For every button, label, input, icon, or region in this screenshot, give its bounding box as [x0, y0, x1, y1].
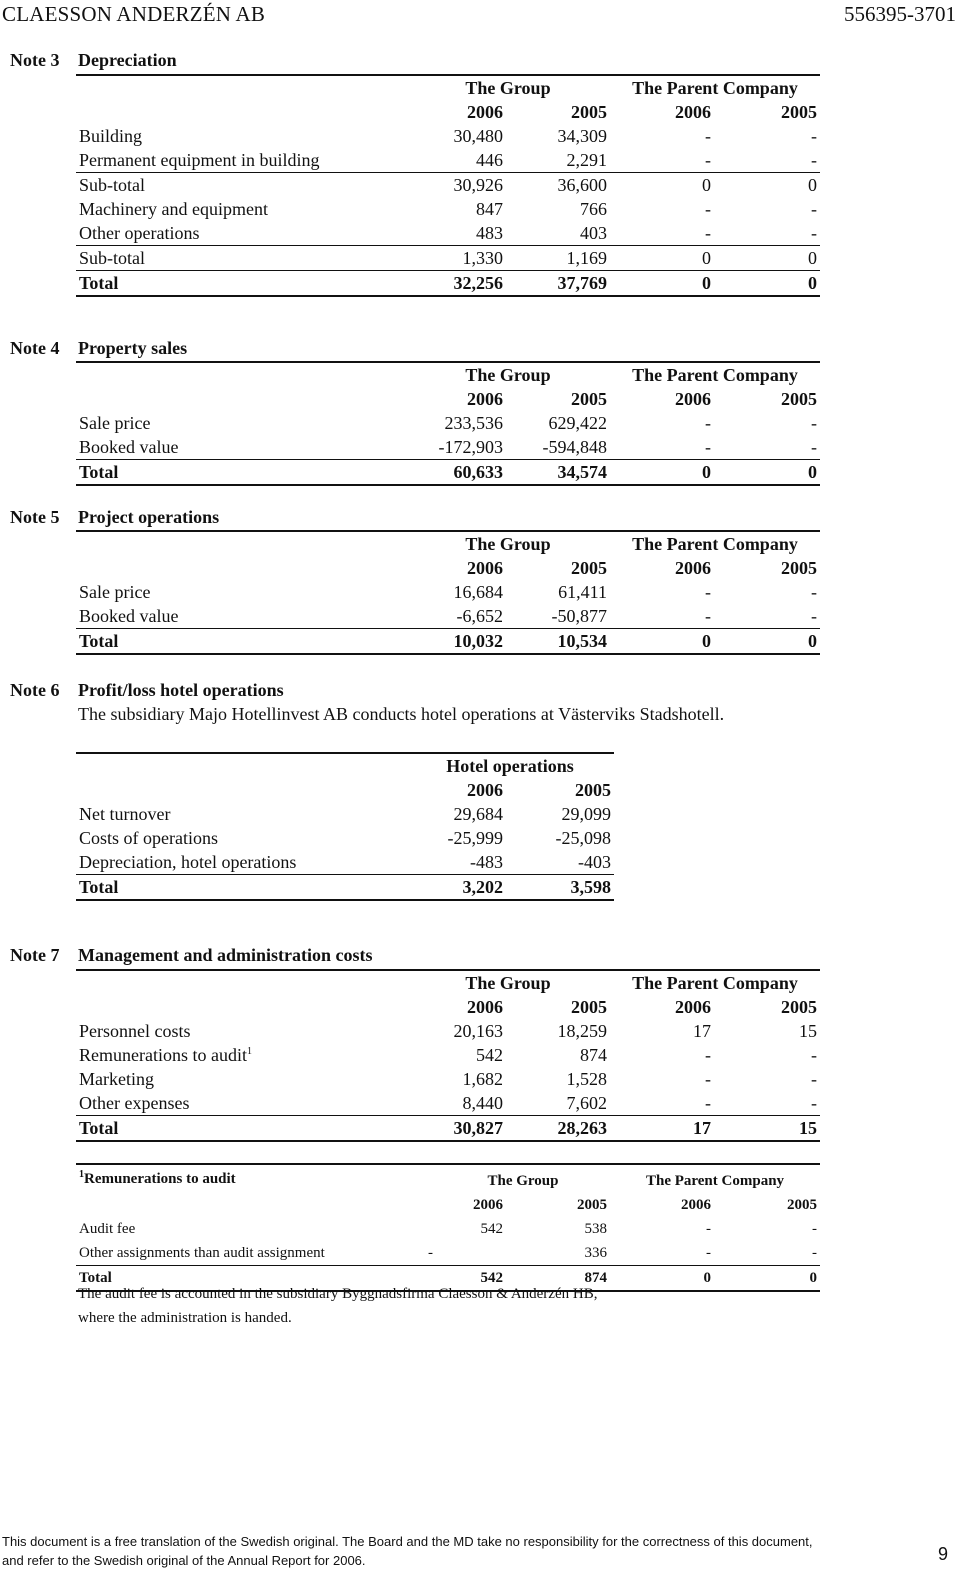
cell: [436, 1241, 506, 1266]
row-label: Sale price: [79, 413, 151, 433]
cell: -: [428, 1245, 433, 1261]
parent-header: The Parent Company: [610, 75, 820, 100]
year-header: 2005: [571, 389, 607, 409]
year-header: 2005: [781, 102, 817, 122]
cell: 16,684: [453, 582, 503, 602]
row-label-text: Remunerations to audit: [79, 1045, 247, 1065]
cell: 30,480: [453, 126, 503, 146]
group-header: The Group: [406, 970, 610, 995]
parent-header: The Parent Company: [610, 970, 820, 995]
table-row: [76, 604, 820, 629]
row-label: Net turnover: [79, 804, 171, 824]
row-label: Machinery and equipment: [79, 199, 268, 219]
parent-header: The Parent Company: [610, 1164, 820, 1193]
cell: 233,536: [444, 413, 503, 433]
cell: -483: [470, 852, 503, 872]
cell: 629,422: [548, 413, 607, 433]
cell: 1,682: [462, 1069, 503, 1089]
cell: -: [705, 437, 711, 457]
year-header: 2005: [577, 1197, 607, 1213]
row-label: Total: [76, 629, 406, 655]
year-header: 2006: [467, 558, 503, 578]
cell: -: [705, 1069, 711, 1089]
cell: -: [812, 1221, 817, 1237]
note-title: Depreciation: [78, 50, 177, 70]
row-label: Booked value: [79, 606, 179, 626]
cell: -: [705, 1045, 711, 1065]
row-label: Other operations: [79, 223, 200, 243]
table-row: [76, 435, 820, 460]
cell: -6,652: [456, 606, 503, 626]
footer-line-1: This document is a free translation of the Swedish original. The Board and the MD take no responsibility for the correctness of this document,: [2, 1534, 813, 1549]
cell: 60,633: [406, 460, 506, 486]
company-name: CLAESSON ANDERZÉN AB: [2, 2, 266, 26]
table-row: [76, 411, 820, 435]
hotel-operations-header: Hotel operations: [406, 753, 614, 778]
note-label: Note 5: [10, 507, 60, 527]
year-header: 2006: [675, 102, 711, 122]
year-header: 2006: [467, 780, 503, 800]
cell: -: [811, 582, 817, 602]
cell: -: [705, 199, 711, 219]
cell: 0: [714, 460, 820, 486]
cell: 0: [610, 173, 714, 198]
row-label: Audit fee: [79, 1221, 136, 1237]
cell: 0: [714, 246, 820, 271]
row-label: Sub-total: [76, 246, 406, 271]
year-header: 2005: [575, 780, 611, 800]
cell: -: [811, 1045, 817, 1065]
group-header: The Group: [406, 531, 610, 556]
note-label: Note 3: [10, 50, 60, 70]
cell: -: [811, 150, 817, 170]
cell: 0: [610, 460, 714, 486]
audit-note-line-1: The audit fee is accounted in the subsidiary Byggnadsfirma Claesson & Anderzén HB,: [78, 1286, 598, 1302]
cell: -: [811, 126, 817, 146]
cell: 1,528: [566, 1069, 607, 1089]
table-row: [76, 580, 820, 604]
table-row: [76, 1019, 820, 1043]
footnote-mark: 1: [79, 1169, 84, 1180]
cell: 20,163: [453, 1021, 503, 1041]
year-header: 2005: [781, 389, 817, 409]
table-row: [76, 802, 614, 826]
property-sales-table: [76, 361, 820, 486]
year-header: 2006: [467, 389, 503, 409]
row-label: Personnel costs: [79, 1021, 191, 1041]
management-costs-table: [76, 969, 820, 1142]
note-label: Note 6: [10, 680, 60, 700]
total-row: [76, 875, 614, 901]
cell: 8,440: [462, 1093, 503, 1113]
audit-title-text: Remunerations to audit: [84, 1171, 236, 1187]
table-row: [76, 197, 820, 221]
group-header: The Group: [406, 362, 610, 387]
row-label: Marketing: [79, 1069, 154, 1089]
group-header: The Group: [406, 75, 610, 100]
table-row: [76, 221, 820, 246]
note-title: Project operations: [78, 507, 220, 527]
cell: 874: [506, 1266, 610, 1292]
total-row: [76, 460, 820, 486]
year-header: 2006: [675, 558, 711, 578]
cell: -: [705, 126, 711, 146]
footer-line-2: and refer to the Swedish original of the Annual Report for 2006.: [2, 1553, 366, 1568]
cell: 10,032: [406, 629, 506, 655]
row-label: Building: [79, 126, 143, 146]
year-header: 2006: [681, 1197, 711, 1213]
cell: -: [706, 1221, 711, 1237]
cell: -: [811, 1093, 817, 1113]
cell: 0: [610, 246, 714, 271]
depreciation-table: [76, 74, 820, 297]
cell: 0: [610, 1266, 714, 1292]
cell: 336: [584, 1245, 607, 1261]
cell: 2,291: [566, 150, 607, 170]
row-label: Permanent equipment in building: [79, 150, 320, 170]
cell: 37,769: [506, 271, 610, 297]
year-header: 2005: [781, 558, 817, 578]
cell: -: [705, 606, 711, 626]
note-title: Profit/loss hotel operations: [78, 680, 284, 700]
row-label: Total: [76, 271, 406, 297]
cell: -25,999: [447, 828, 503, 848]
table-row: [76, 148, 820, 173]
cell: 0: [610, 629, 714, 655]
hotel-operations-table: [76, 752, 614, 901]
cell: 538: [584, 1221, 607, 1237]
cell: -: [811, 1069, 817, 1089]
cell: 0: [610, 271, 714, 297]
cell: 28,263: [506, 1116, 610, 1142]
cell: 29,099: [561, 804, 611, 824]
cell: 542: [436, 1266, 506, 1292]
year-header: 2006: [473, 1197, 503, 1213]
total-row: [76, 1116, 820, 1142]
year-header: 2005: [571, 997, 607, 1017]
cell: 542: [476, 1045, 503, 1065]
cell: 847: [476, 199, 503, 219]
year-header: 2005: [787, 1197, 817, 1213]
cell: 61,411: [558, 582, 607, 602]
cell: 30,926: [406, 173, 506, 198]
cell: -50,877: [551, 606, 607, 626]
row-label: [76, 1043, 406, 1067]
cell: 7,602: [566, 1093, 607, 1113]
cell: 542: [480, 1221, 503, 1237]
cell: 766: [580, 199, 607, 219]
total-row: [76, 629, 820, 655]
year-header: 2006: [675, 997, 711, 1017]
cell: 17: [693, 1021, 711, 1041]
table-row: [76, 1241, 820, 1266]
row-label: Other assignments than audit assignment: [79, 1245, 325, 1261]
cell: 36,600: [506, 173, 610, 198]
table-row: [76, 1217, 820, 1241]
project-operations-table: [76, 530, 820, 655]
cell: -403: [578, 852, 611, 872]
cell: 10,534: [506, 629, 610, 655]
note-label: Note 7: [10, 945, 60, 965]
year-header: 2006: [675, 389, 711, 409]
cell: 34,574: [506, 460, 610, 486]
cell: -: [706, 1245, 711, 1261]
group-header: The Group: [436, 1164, 610, 1193]
table-row: [76, 1091, 820, 1116]
cell: -25,098: [555, 828, 611, 848]
year-header: 2005: [571, 102, 607, 122]
cell: -: [705, 150, 711, 170]
cell: 15: [799, 1021, 817, 1041]
year-header: 2006: [467, 102, 503, 122]
parent-header: The Parent Company: [610, 362, 820, 387]
note-title: Management and administration costs: [78, 945, 373, 965]
cell: -: [811, 223, 817, 243]
cell: 30,827: [406, 1116, 506, 1142]
table-row: [76, 246, 820, 271]
note-label: Note 4: [10, 338, 60, 358]
cell: 15: [714, 1116, 820, 1142]
row-label: Costs of operations: [79, 828, 218, 848]
row-label: Sub-total: [76, 173, 406, 198]
page-number: 9: [937, 1544, 948, 1564]
cell: [406, 1217, 436, 1241]
parent-header: The Parent Company: [610, 531, 820, 556]
cell: 0: [714, 1266, 820, 1292]
total-row: [76, 271, 820, 297]
year-header: 2006: [467, 997, 503, 1017]
year-header: 2005: [571, 558, 607, 578]
cell: -172,903: [438, 437, 503, 457]
table-row: [76, 850, 614, 875]
cell: 34,309: [557, 126, 607, 146]
cell: 1,330: [406, 246, 506, 271]
audit-title: [76, 1164, 436, 1193]
cell: 0: [714, 173, 820, 198]
row-label: Other expenses: [79, 1093, 190, 1113]
cell: -: [811, 606, 817, 626]
row-label: Total: [76, 875, 406, 901]
cell: 446: [476, 150, 503, 170]
cell: -: [705, 223, 711, 243]
table-row: [76, 173, 820, 198]
row-label: Depreciation, hotel operations: [79, 852, 297, 872]
cell: 32,256: [406, 271, 506, 297]
table-row: [76, 1067, 820, 1091]
cell: -: [705, 582, 711, 602]
cell: 0: [714, 271, 820, 297]
year-header: 2005: [781, 997, 817, 1017]
cell: -: [705, 1093, 711, 1113]
cell: 18,259: [557, 1021, 607, 1041]
row-label: Sale price: [79, 582, 151, 602]
cell: 3,202: [406, 875, 506, 901]
table-row: [76, 124, 820, 148]
cell: 403: [580, 223, 607, 243]
table-row: [76, 826, 614, 850]
row-label: Booked value: [79, 437, 179, 457]
note-title: Property sales: [78, 338, 188, 358]
row-label: Total: [76, 1266, 406, 1292]
footer-disclaimer: [2, 1532, 813, 1570]
cell: 3,598: [506, 875, 614, 901]
cell: -: [811, 413, 817, 433]
cell: -: [811, 437, 817, 457]
cell: -594,848: [542, 437, 607, 457]
note-description: The subsidiary Majo Hotellinvest AB conducts hotel operations at Västerviks Stadshotell.: [78, 704, 725, 724]
table-row: [76, 1043, 820, 1067]
footnote-mark: 1: [246, 1046, 252, 1057]
cell: 874: [580, 1045, 607, 1065]
audit-remuneration-table: [76, 1163, 820, 1292]
row-label: Total: [76, 460, 406, 486]
cell: -: [812, 1245, 817, 1261]
cell: -: [705, 413, 711, 433]
cell: 483: [476, 223, 503, 243]
cell: 17: [610, 1116, 714, 1142]
cell: -: [811, 199, 817, 219]
cell: 1,169: [506, 246, 610, 271]
audit-note-line-2: where the administration is handed.: [78, 1310, 292, 1326]
cell: 0: [714, 629, 820, 655]
cell: 29,684: [453, 804, 503, 824]
row-label: Total: [76, 1116, 406, 1142]
org-number: 556395-3701: [844, 2, 956, 26]
